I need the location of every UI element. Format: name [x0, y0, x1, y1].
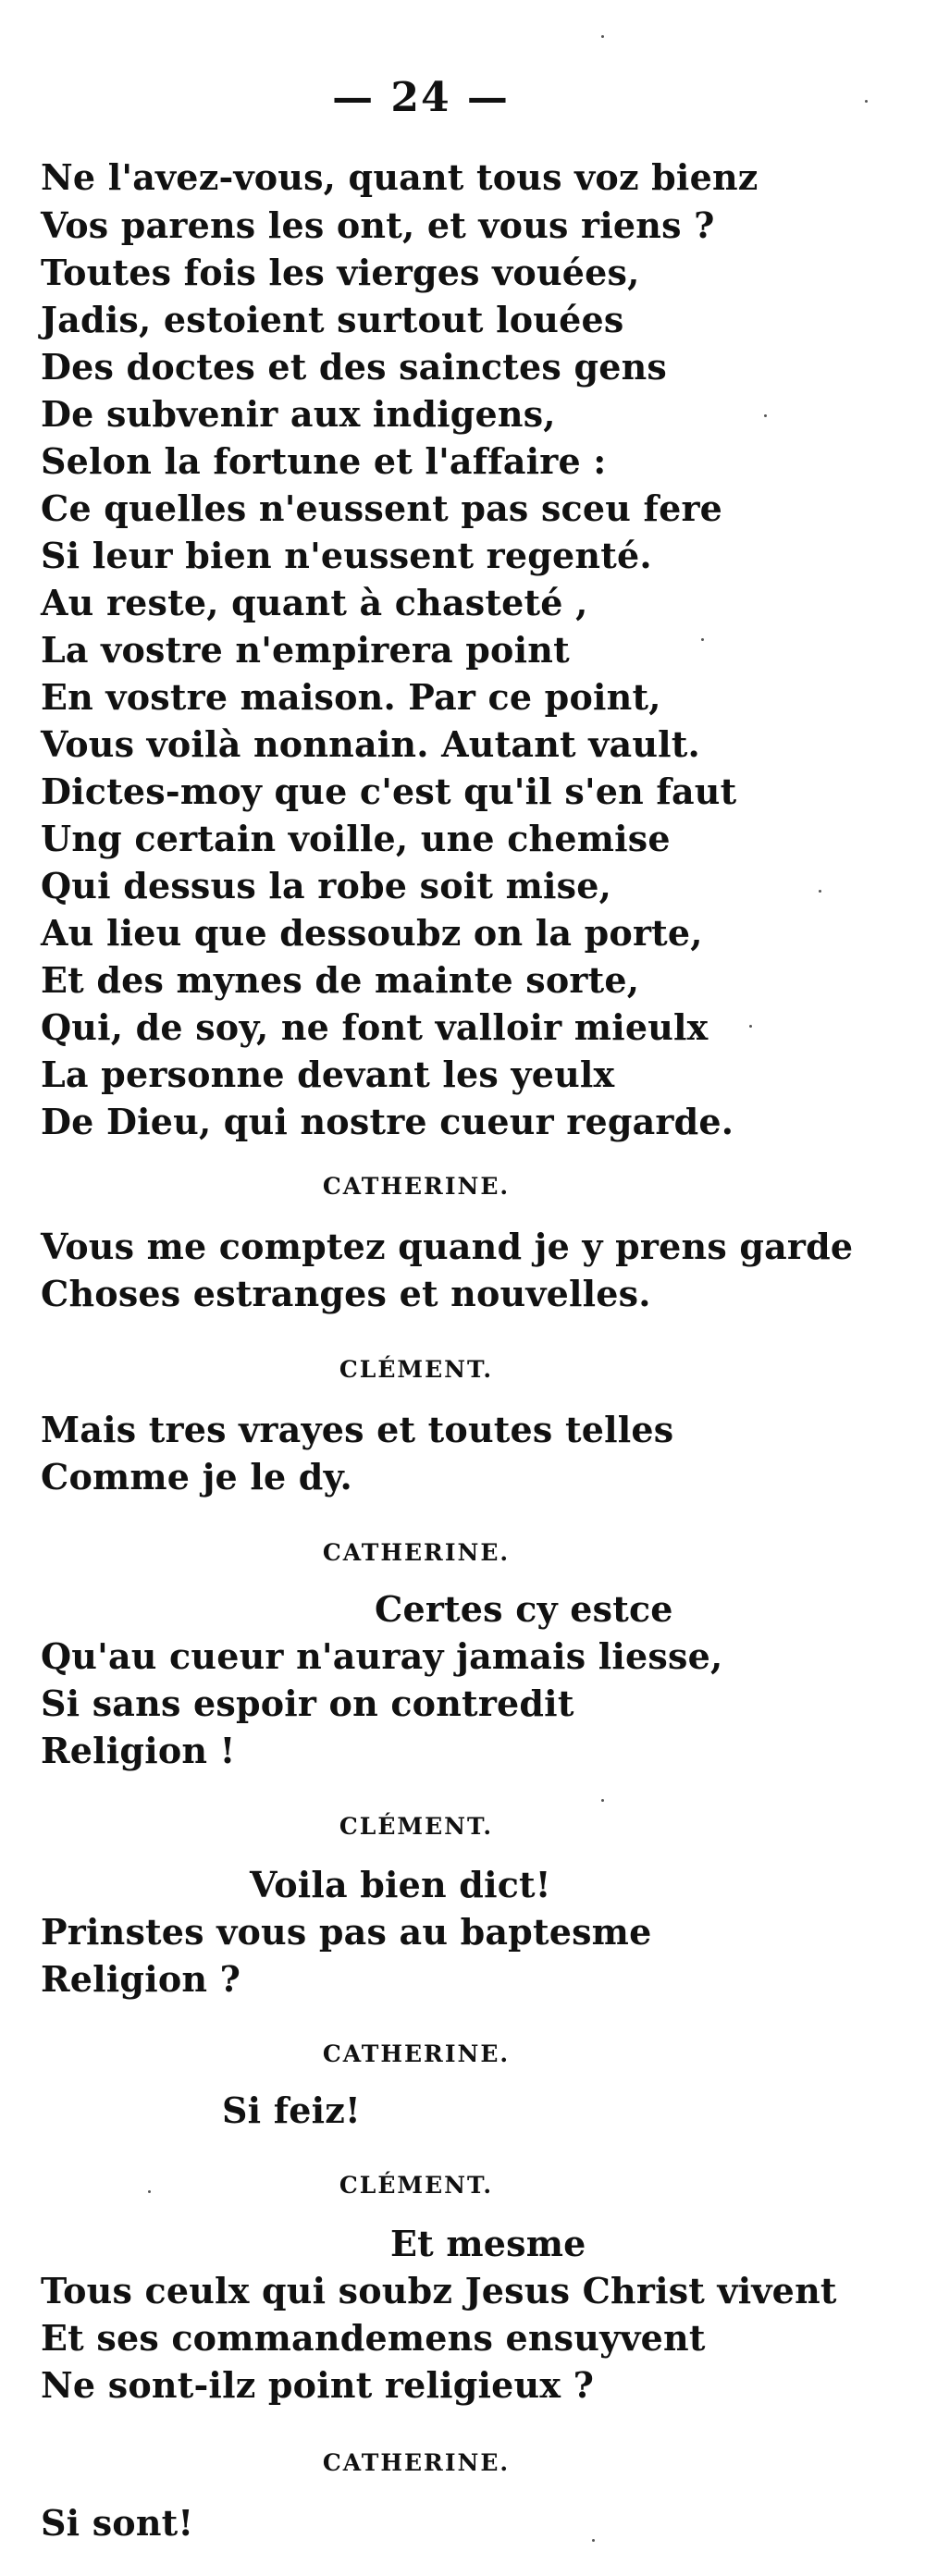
- verse-line: Des doctes et des sainctes gens: [41, 346, 668, 388]
- verse-line: La vostre n'empirera point: [41, 629, 570, 671]
- verse-line: Ung certain voille, une chemise: [41, 818, 671, 859]
- verse-line: Au reste, quant à chasteté ,: [41, 582, 588, 623]
- verse-line: Tous ceulx qui soubz Jesus Christ vivent: [41, 2270, 837, 2311]
- speaker-name: CATHERINE.: [322, 2449, 511, 2476]
- verse-line-indented: Voila bien dict!: [250, 1864, 551, 1905]
- verse-line: Qui dessus la robe soit mise,: [41, 865, 612, 906]
- speaker-name: CLÉMENT.: [339, 1813, 494, 1840]
- verse-line: Vous me comptez quand je y prens garde: [41, 1226, 854, 1267]
- verse-line: En vostre maison. Par ce point,: [41, 676, 661, 718]
- verse-line: Ne l'avez-vous, quant tous voz bienz: [41, 156, 758, 198]
- speaker-name: CATHERINE.: [322, 1173, 511, 1200]
- page-number: — 24 —: [332, 74, 510, 121]
- verse-line: Si sans espoir on contredit: [41, 1682, 574, 1724]
- verse-line: Religion !: [41, 1730, 236, 1771]
- verse-line: De subvenir aux indigens,: [41, 393, 556, 435]
- verse-line: Religion ?: [41, 1958, 241, 2000]
- scan-speck: [865, 100, 868, 103]
- verse-line: Au lieu que dessoubz on la porte,: [41, 912, 703, 954]
- scan-speck: [601, 35, 604, 38]
- scan-speck: [148, 2190, 151, 2193]
- speaker-name: CATHERINE.: [322, 2040, 511, 2067]
- verse-line: Vous voilà nonnain. Autant vault.: [41, 723, 700, 765]
- scan-speck: [764, 414, 767, 417]
- verse-line: Jadis, estoient surtout louées: [41, 299, 624, 340]
- verse-line: Prinstes vous pas au baptesme: [41, 1911, 652, 1953]
- verse-line-indented: Et mesme: [390, 2223, 586, 2264]
- speaker-name: CLÉMENT.: [339, 1356, 494, 1383]
- verse-line: Si sont!: [41, 2502, 194, 2544]
- verse-line: Qui, de soy, ne font valloir mieulx: [41, 1006, 709, 1048]
- scan-speck: [819, 890, 821, 893]
- verse-line: Toutes fois les vierges vouées,: [41, 252, 640, 293]
- verse-line: Selon la fortune et l'affaire :: [41, 440, 607, 482]
- scan-speck: [701, 638, 704, 641]
- verse-line: Si leur bien n'eussent regenté.: [41, 535, 652, 576]
- verse-line: La personne devant les yeulx: [41, 1054, 615, 1095]
- verse-line-indented: Certes cy estce: [375, 1588, 673, 1630]
- verse-line: Vos parens les ont, et vous riens ?: [41, 204, 715, 246]
- verse-line: Dictes-moy que c'est qu'il s'en faut: [41, 770, 737, 812]
- verse-line: Ne sont-ilz point religieux ?: [41, 2364, 595, 2406]
- verse-line: Ce quelles n'eussent pas sceu fere: [41, 487, 723, 529]
- verse-line: Mais tres vrayes et toutes telles: [41, 1409, 674, 1450]
- verse-line: Et des mynes de mainte sorte,: [41, 959, 640, 1001]
- verse-line-indented: Si feiz!: [222, 2089, 361, 2131]
- scan-speck: [601, 1799, 604, 1802]
- verse-line: Choses estranges et nouvelles.: [41, 1273, 651, 1314]
- speaker-name: CATHERINE.: [322, 1539, 511, 1566]
- verse-line: Qu'au cueur n'auray jamais liesse,: [41, 1635, 723, 1677]
- verse-line: Comme je le dy.: [41, 1456, 352, 1498]
- speaker-name: CLÉMENT.: [339, 2172, 494, 2199]
- verse-line: De Dieu, qui nostre cueur regarde.: [41, 1101, 734, 1142]
- scan-speck: [749, 1025, 752, 1028]
- scan-speck: [592, 2539, 595, 2542]
- verse-line: Et ses commandemens ensuyvent: [41, 2317, 706, 2359]
